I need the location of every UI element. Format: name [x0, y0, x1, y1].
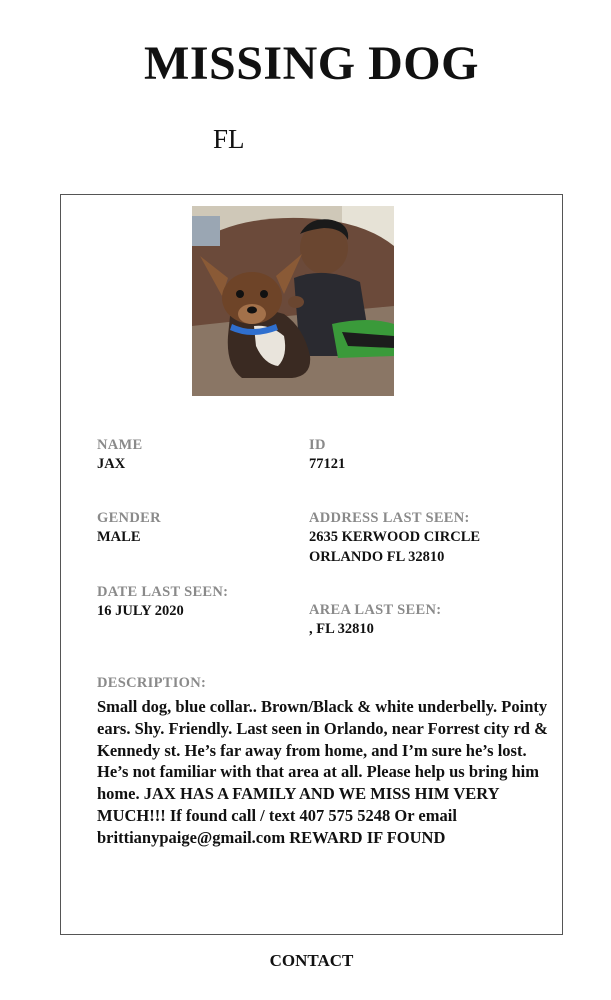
name-field	[97, 436, 143, 474]
date-label: DATE LAST SEEN:	[97, 584, 229, 600]
address-field	[309, 509, 480, 567]
date-value: 16 JULY 2020	[97, 603, 184, 619]
dog-left-eye	[236, 290, 244, 298]
area-field	[309, 601, 441, 639]
area-value: , FL 32810	[309, 621, 374, 637]
dog-nose	[247, 307, 257, 314]
address-line-1: 2635 KERWOOD CIRCLE	[309, 529, 481, 545]
id-label: ID	[309, 437, 326, 453]
dog-photo-illustration	[192, 206, 394, 396]
state-label: FL	[213, 124, 245, 154]
id-field	[309, 436, 345, 474]
gender-label: GENDER	[97, 510, 161, 526]
poster-title: MISSING DOG	[144, 37, 479, 90]
area-label: AREA LAST SEEN:	[309, 602, 442, 618]
gender-value: MALE	[97, 529, 141, 545]
name-label: NAME	[97, 437, 143, 453]
description-label: DESCRIPTION:	[97, 675, 207, 691]
description-text: Small dog, blue collar.. Brown/Black & white underbelly. Pointy ears. Shy. Friendly. Last seen in Orlando, near Forrest city rd & Kennedy st. He’s far away from home, and I’m sure he’s lost. He’s not familiar with that area at all. Please help us bring him home. JAX HAS A FAMILY AND WE MISS HIM VERY MUCH!!! If found call / text 407 575 5248 Or email brittianypaige@gmail.com REWARD IF FOUND	[97, 697, 548, 847]
dog-right-eye	[260, 290, 268, 298]
address-label: ADDRESS LAST SEEN:	[309, 510, 470, 526]
gender-field	[97, 509, 161, 547]
id-value: 77121	[309, 456, 346, 472]
dog-photo	[192, 206, 394, 396]
name-value: JAX	[97, 456, 126, 472]
date-field	[97, 583, 228, 621]
address-line-2: ORLANDO FL 32810	[309, 549, 445, 565]
child-hand	[288, 296, 304, 308]
contact-heading: CONTACT	[269, 951, 354, 970]
pillow	[192, 216, 220, 246]
